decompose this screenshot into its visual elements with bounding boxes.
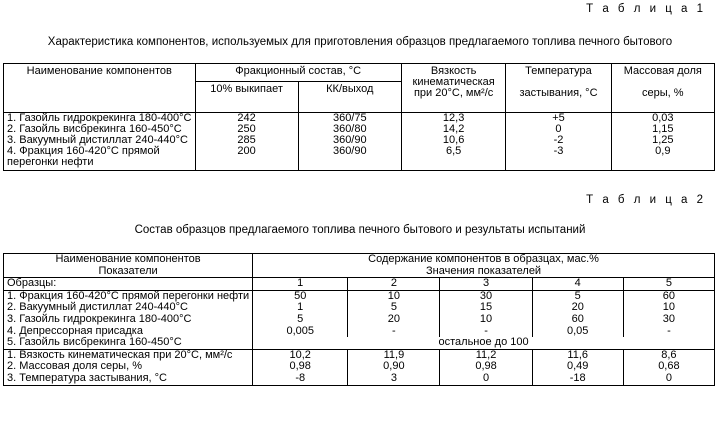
t1-cell-boil10: 285 [195,135,298,146]
t2-cell-name: 2. Массовая доля серы, % [7,360,142,373]
t2-cell-value: 0,68 [623,361,714,373]
t2-cell-value: 1 [253,302,348,314]
t2-cell-value: 5 [348,302,440,314]
t1-cell-visc: 6,5 [401,146,505,168]
table2-label: Т а б л и ц а 2 [586,194,706,206]
t2-cell-value: -8 [253,373,348,385]
t1-cell-sulfur: 1,25 [611,135,714,146]
t1-header-boil10: 10% выкипает [195,82,298,99]
t1-cell-sulfur: 1,15 [611,124,714,135]
table1 [3,63,715,171]
t1-name-line: перегонки нефти [7,156,94,168]
t2-cell-value: 10 [440,314,532,326]
t2-row [4,314,715,326]
t2-cell-name: 1. Вязкость кинематическая при 20°С, мм²/с [7,348,233,361]
t1-header-name: Наименование компонентов [26,65,172,77]
t2-sample-number: 3 [440,278,532,291]
t1-name-line: 3. Вакуумный дистиллат 240-440°С [7,134,189,146]
t1-cell-visc: 10,6 [401,135,505,146]
t1-cell-boil10: 200 [195,146,298,168]
t1-header-sulfur: Массовая доля серы, % [611,64,714,100]
t1-cell-temp: 0 [506,124,611,135]
t2-cell-value: 0 [623,373,714,385]
t2-cell-rest: остальное до 100 [253,337,715,349]
t2-cell-value: 30 [440,290,532,302]
t2-cell-name: 5. Газойль висбрекинга 160-450°С [4,337,253,349]
t1-cell-kk: 360/75 [298,113,401,125]
t2-cell-value: 15 [440,302,532,314]
t2-cell-value: 30 [623,314,714,326]
t1-row [4,146,715,168]
t1-cell-kk: 360/80 [298,124,401,135]
t2-cell-name: 2. Вакуумный дистиллат 240-440°С [7,301,189,314]
t2-header-name: Наименование компонентов Показатели [55,253,201,277]
t2-cell-value: 0,98 [253,361,348,373]
t1-cell-boil10: 242 [195,113,298,125]
t2-cell-value: 3 [348,373,440,385]
t2-cell-value: -18 [532,373,623,385]
table1-caption: Характеристика компонентов, используемых для приготовления образцов предлагаемого топлива печного бытового [47,36,673,48]
t2-sample-number: 1 [253,278,348,291]
t1-cell-visc: 12,3 [401,113,505,125]
t2-cell-value: 0,005 [253,326,348,338]
t2-cell-value: 60 [532,314,623,326]
t2-cell-value: - [623,326,714,338]
t2-cell-value: 10 [623,302,714,314]
t2-cell-value: 20 [348,314,440,326]
t2-sample-number: 2 [348,278,440,291]
t2-cell-value: 0 [440,373,532,385]
t2-cell-value: 0,49 [532,361,623,373]
t2-cell-value: 5 [253,314,348,326]
t2-cell-value: - [348,326,440,338]
t2-result-row [4,373,715,385]
t1-cell-name [4,146,196,168]
t2-cell-value: 60 [623,290,714,302]
t2-cell-value: 10 [348,290,440,302]
t2-sample-number: 4 [532,278,623,291]
t2-cell-value: 50 [253,290,348,302]
t2-cell-value: 8,6 [623,349,714,361]
t2-cell-value: 11,6 [532,349,623,361]
t1-header-fraction: Фракционный состав, °С [195,64,401,82]
t2-cell-value: 10,2 [253,349,348,361]
t2-cell-value: 0,05 [532,326,623,338]
t2-cell-value: 0,90 [348,361,440,373]
t1-name-line: 1. Газойль гидрокрекинга 180-400°С [7,112,192,124]
t1-cell-temp: -2 [506,135,611,146]
t1-name-line: 2. Газойль висбрекинга 160-450°С [7,123,182,135]
t2-sample-number: 5 [623,278,714,291]
t1-header-temp: Температура застывания, °С [506,64,611,100]
table2 [3,253,715,386]
t2-cell-value: 11,2 [440,349,532,361]
t2-cell-value: 5 [532,290,623,302]
t2-cell-name: 3. Газойль гидрокрекинга 180-400°С [7,312,192,325]
table2-caption: Состав образцов предлагаемого топлива печного бытового и результаты испытаний [134,224,586,236]
t2-cell-value: 11,9 [348,349,440,361]
t1-header-kk: КК/выход [298,82,401,99]
t2-cell-name: 3. Температура застывания, °С [7,371,167,384]
t1-cell-sulfur: 0,03 [611,113,714,125]
t1-cell-sulfur: 0,9 [611,146,714,168]
t2-rest-row [4,337,715,349]
t2-samples-label: Образцы: [4,278,253,291]
t1-cell-temp: +5 [506,113,611,125]
t1-cell-temp: -3 [506,146,611,168]
t1-name-line: 4. Фракция 160-420°С прямой [7,145,160,157]
t1-cell-visc: 14,2 [401,124,505,135]
t2-cell-name: 4. Депрессорная присадка [7,324,143,337]
table1-label: Т а б л и ц а 1 [586,3,706,15]
t2-header-content: Содержание компонентов в образцах, мас.% Значения показателей [253,254,715,278]
t2-cell-value: - [440,326,532,338]
t2-cell-value: 0,98 [440,361,532,373]
t2-cell-name: 1. Фракция 160-420°С прямой перегонки нефти [7,289,250,302]
t1-cell-kk: 360/90 [298,146,401,168]
t2-cell-value: 20 [532,302,623,314]
t1-cell-kk: 360/90 [298,135,401,146]
t1-header-viscosity: Вязкость кинематическая при 20°С, мм²/с [401,64,505,100]
t1-cell-boil10: 250 [195,124,298,135]
